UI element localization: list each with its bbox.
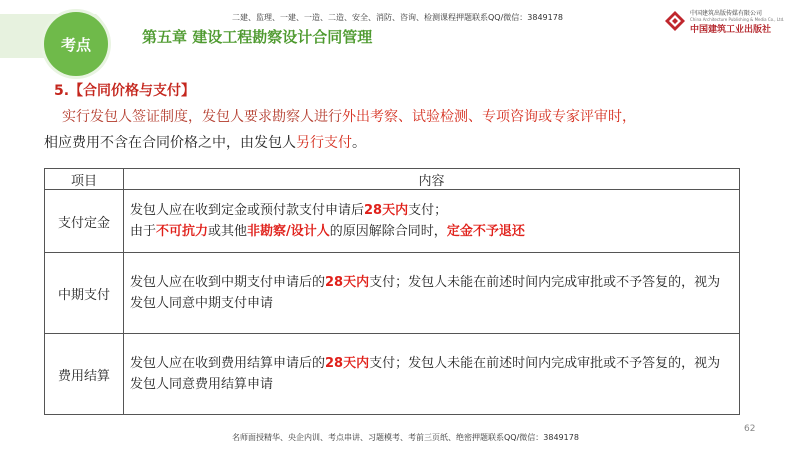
cell-text: 支付；发包人未能在前述时间内完成审批或不予答复的，视为发包人同意中期支付申请	[130, 275, 721, 311]
table-cell-item: 费用结算	[45, 334, 124, 415]
intro-text-a: 实行发包人签证制度，发包人要求勘察人进行	[62, 109, 342, 125]
header-contact-note: 二建、监理、一建、一造、二造、安全、消防、咨询、检测课程押题联系QQ/微信：3849178	[232, 13, 563, 22]
intro-text-b: 外出考察、试验检测、专项咨询或专家评审时，	[342, 109, 636, 125]
publisher-name-cn: 中国建筑出版传媒有限公司	[690, 9, 763, 17]
cell-highlight: 28天内	[325, 275, 370, 290]
publisher-name-en: China Architecture Publishing & Media Co., Ltd.	[690, 16, 785, 22]
cell-text: 发包人应在收到中期支付申请后的	[130, 275, 326, 290]
intro-text-e: 。	[352, 135, 366, 151]
page-number: 62	[744, 424, 756, 434]
section-heading: 5.【合同价格与支付】	[54, 83, 196, 99]
cell-highlight: 28天内	[364, 203, 409, 218]
table-header-item: 项目	[45, 169, 124, 190]
table-cell-content	[124, 190, 740, 253]
cell-highlight: 非勘察/设计人	[247, 224, 330, 239]
kaodian-badge-label: 考点	[60, 35, 91, 54]
chapter-title: 第五章 建设工程勘察设计合同管理	[142, 28, 373, 46]
cell-text: 支付；	[408, 203, 448, 218]
cell-highlight: 28天内	[325, 356, 370, 371]
cell-text: 的原因解除合同时，	[329, 224, 447, 239]
table-header-row	[45, 169, 740, 190]
cell-text: 发包人应在收到费用结算申请后的	[130, 356, 326, 371]
table-cell-item: 中期支付	[45, 253, 124, 334]
intro-text-d: 另行支付	[296, 135, 352, 151]
footer-contact-note: 名师面授精华、央企内训、考点串讲、习题模考、考前三页纸、绝密押题联系QQ/微信：3849178	[232, 433, 579, 442]
table-row	[45, 253, 740, 334]
table-row	[45, 190, 740, 253]
cell-text: 发包人应在收到定金或预付款支付申请后	[130, 203, 365, 218]
table-row	[45, 334, 740, 415]
publisher-logo	[664, 6, 792, 36]
cell-text: 或其他	[208, 224, 248, 239]
kaodian-badge	[44, 12, 108, 76]
intro-paragraph	[44, 104, 764, 156]
publisher-name-cn2: 中国建筑工业出版社	[690, 24, 772, 35]
cell-text: 由于	[130, 224, 157, 239]
intro-text-c: 相应费用不含在合同价格之中，由发包人	[44, 135, 296, 151]
table-header-content: 内容	[124, 169, 740, 190]
cell-text: 支付；发包人未能在前述时间内完成审批或不予答复的，视为发包人同意费用结算申请	[130, 356, 721, 392]
table-cell-content	[124, 334, 740, 415]
cell-highlight: 不可抗力	[156, 224, 209, 239]
publisher-emblem-icon	[664, 10, 686, 32]
cell-highlight: 定金不予退还	[446, 224, 525, 239]
table-cell-item: 支付定金	[45, 190, 124, 253]
payment-table	[44, 168, 740, 415]
table-cell-content	[124, 253, 740, 334]
